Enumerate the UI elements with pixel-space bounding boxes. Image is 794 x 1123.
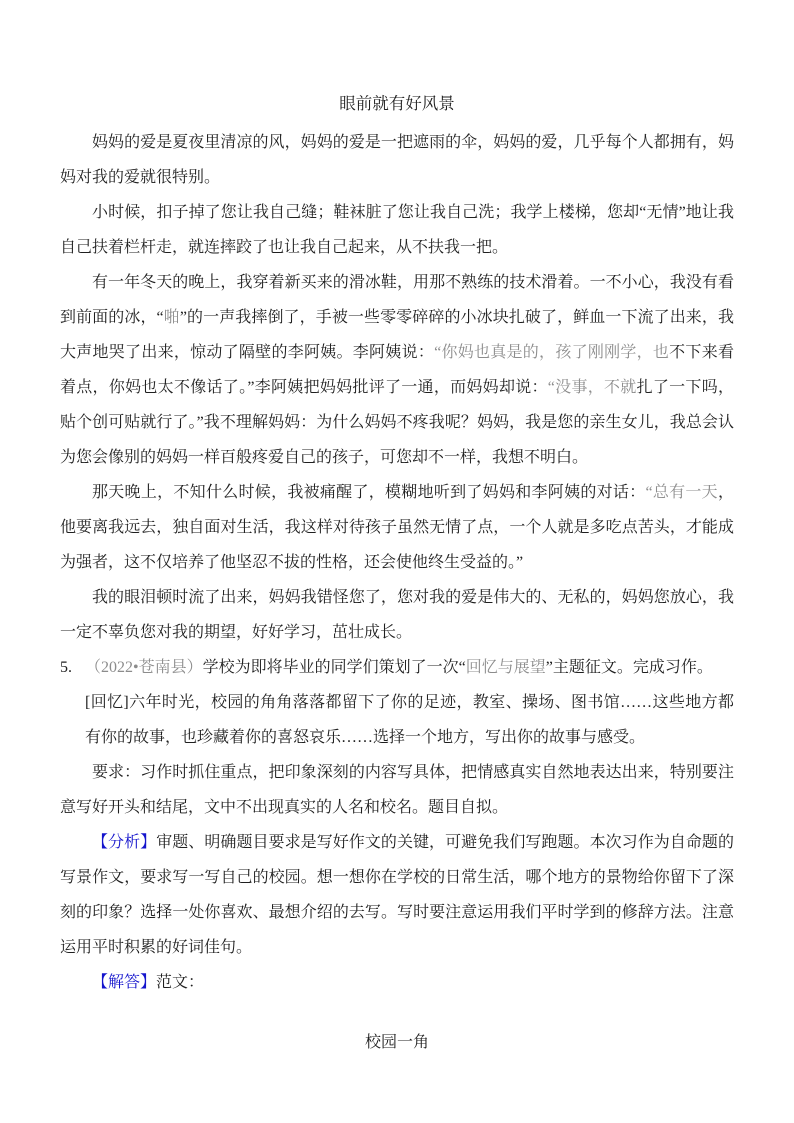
paragraph-text: 不下来看着点，你妈也太不像话了。”李阿姨把妈妈批评了一通，而妈妈却说： — [60, 344, 734, 396]
paragraph-text: 有一年冬天的晚上，我穿着新买来的滑冰鞋，用那不熟练的技术滑着。一不小心，我没有看到前面的冰，“ — [60, 274, 734, 326]
question-stem: ”主题征文。完成习作。 — [545, 659, 713, 676]
paragraph-text: 扎了一下吗，贴个创可贴就行了。”我不理解妈妈：为什么妈妈不疼我呢？妈妈，我是您的亲生女儿，我总会认为您会像别的妈妈一样百般疼爱自己的孩子，可您却不一样，我想不明白。 — [60, 379, 734, 466]
paragraph-text: ”的一声我摔倒了，手被一些零零碎碎的小冰块扎破了，鲜血一下流了出来，我大声地哭了出来，惊动了隔壁的李阿姨。李阿姨说： — [60, 309, 734, 361]
paragraph-text: ，他要离我远去，独自面对生活，我这样对待孩子虽然无情了点，一个人就是多吃点苦头，才能成为强者，这不仅培养了他坚忍不拔的性格，还会使他终生受益的。” — [60, 484, 734, 571]
essay-paragraph: 小时候，扣子掉了您让我自己缝；鞋袜脏了您让我自己洗；我学上楼梯，您却“无情”地让我自己扶着栏杆走，就连摔跤了也让我自己起来，从不扶我一把。 — [60, 204, 734, 256]
essay-paragraph: 妈妈的爱是夏夜里清凉的风，妈妈的爱是一把遮雨的伞，妈妈的爱，几乎每个人都拥有，妈妈对我的爱就很特别。 — [60, 134, 734, 186]
analysis-paragraph — [60, 825, 734, 965]
analysis-label: 【分析】 — [92, 834, 157, 851]
question-number: 5. — [60, 659, 72, 676]
quoted-text: “没事，不就 — [547, 379, 637, 396]
answer-paragraph — [60, 965, 734, 1000]
paragraph-text: 那天晚上，不知什么时候，我被痛醒了，模糊地听到了妈妈和李阿姨的对话： — [92, 484, 646, 501]
essay-title: 眼前就有好风景 — [339, 94, 455, 113]
quoted-text: “总有一天 — [645, 484, 718, 501]
answer-text: 范文： — [156, 974, 205, 991]
question-item — [60, 650, 734, 685]
question-source: （2022•苍南县） — [85, 659, 203, 676]
requirements-paragraph: 要求：习作时抓住重点，把印象深刻的内容写具体，把情感真实自然地表达出来，特别要注意写好开头和结尾，文中不出现真实的人名和校名。题目自拟。 — [60, 764, 734, 816]
quoted-text: “你妈也真是的，孩了刚刚学，也 — [434, 344, 670, 361]
model-essay-title: 校园一角 — [364, 1034, 429, 1051]
analysis-text: 审题、明确题目要求是写好作文的关键，可避免我们写跑题。本次习作为自命题的写景作文，要求写一写自己的校园。想一想你在学校的日常生活，哪个地方的景物给你留下了深刻的印象？选择一处你喜欢、最想介绍的去写。写时要注意运用我们平时学到的修辞方法。注意运用平时积累的好词佳句。 — [60, 834, 734, 956]
recall-paragraph: [回忆]六年时光，校园的角角落落都留下了你的足迹，教室、操场、图书馆……这些地方都有你的故事，也珍藏着你的喜怒哀乐……选择一个地方，写出你的故事与感受。 — [85, 694, 734, 746]
question-stem: 学校为即将毕业的同学们策划了一次“ — [202, 659, 466, 676]
quoted-text: 啪 — [163, 309, 180, 326]
essay-paragraph — [60, 475, 734, 580]
question-theme: 回忆与展望 — [465, 659, 546, 676]
answer-label: 【解答】 — [92, 974, 157, 991]
essay-paragraph: 我的眼泪顿时流了出来，妈妈我错怪您了，您对我的爱是伟大的、无私的，妈妈您放心，我一定不辜负您对我的期望，好好学习，茁壮成长。 — [60, 589, 734, 641]
essay-paragraph — [60, 265, 734, 475]
